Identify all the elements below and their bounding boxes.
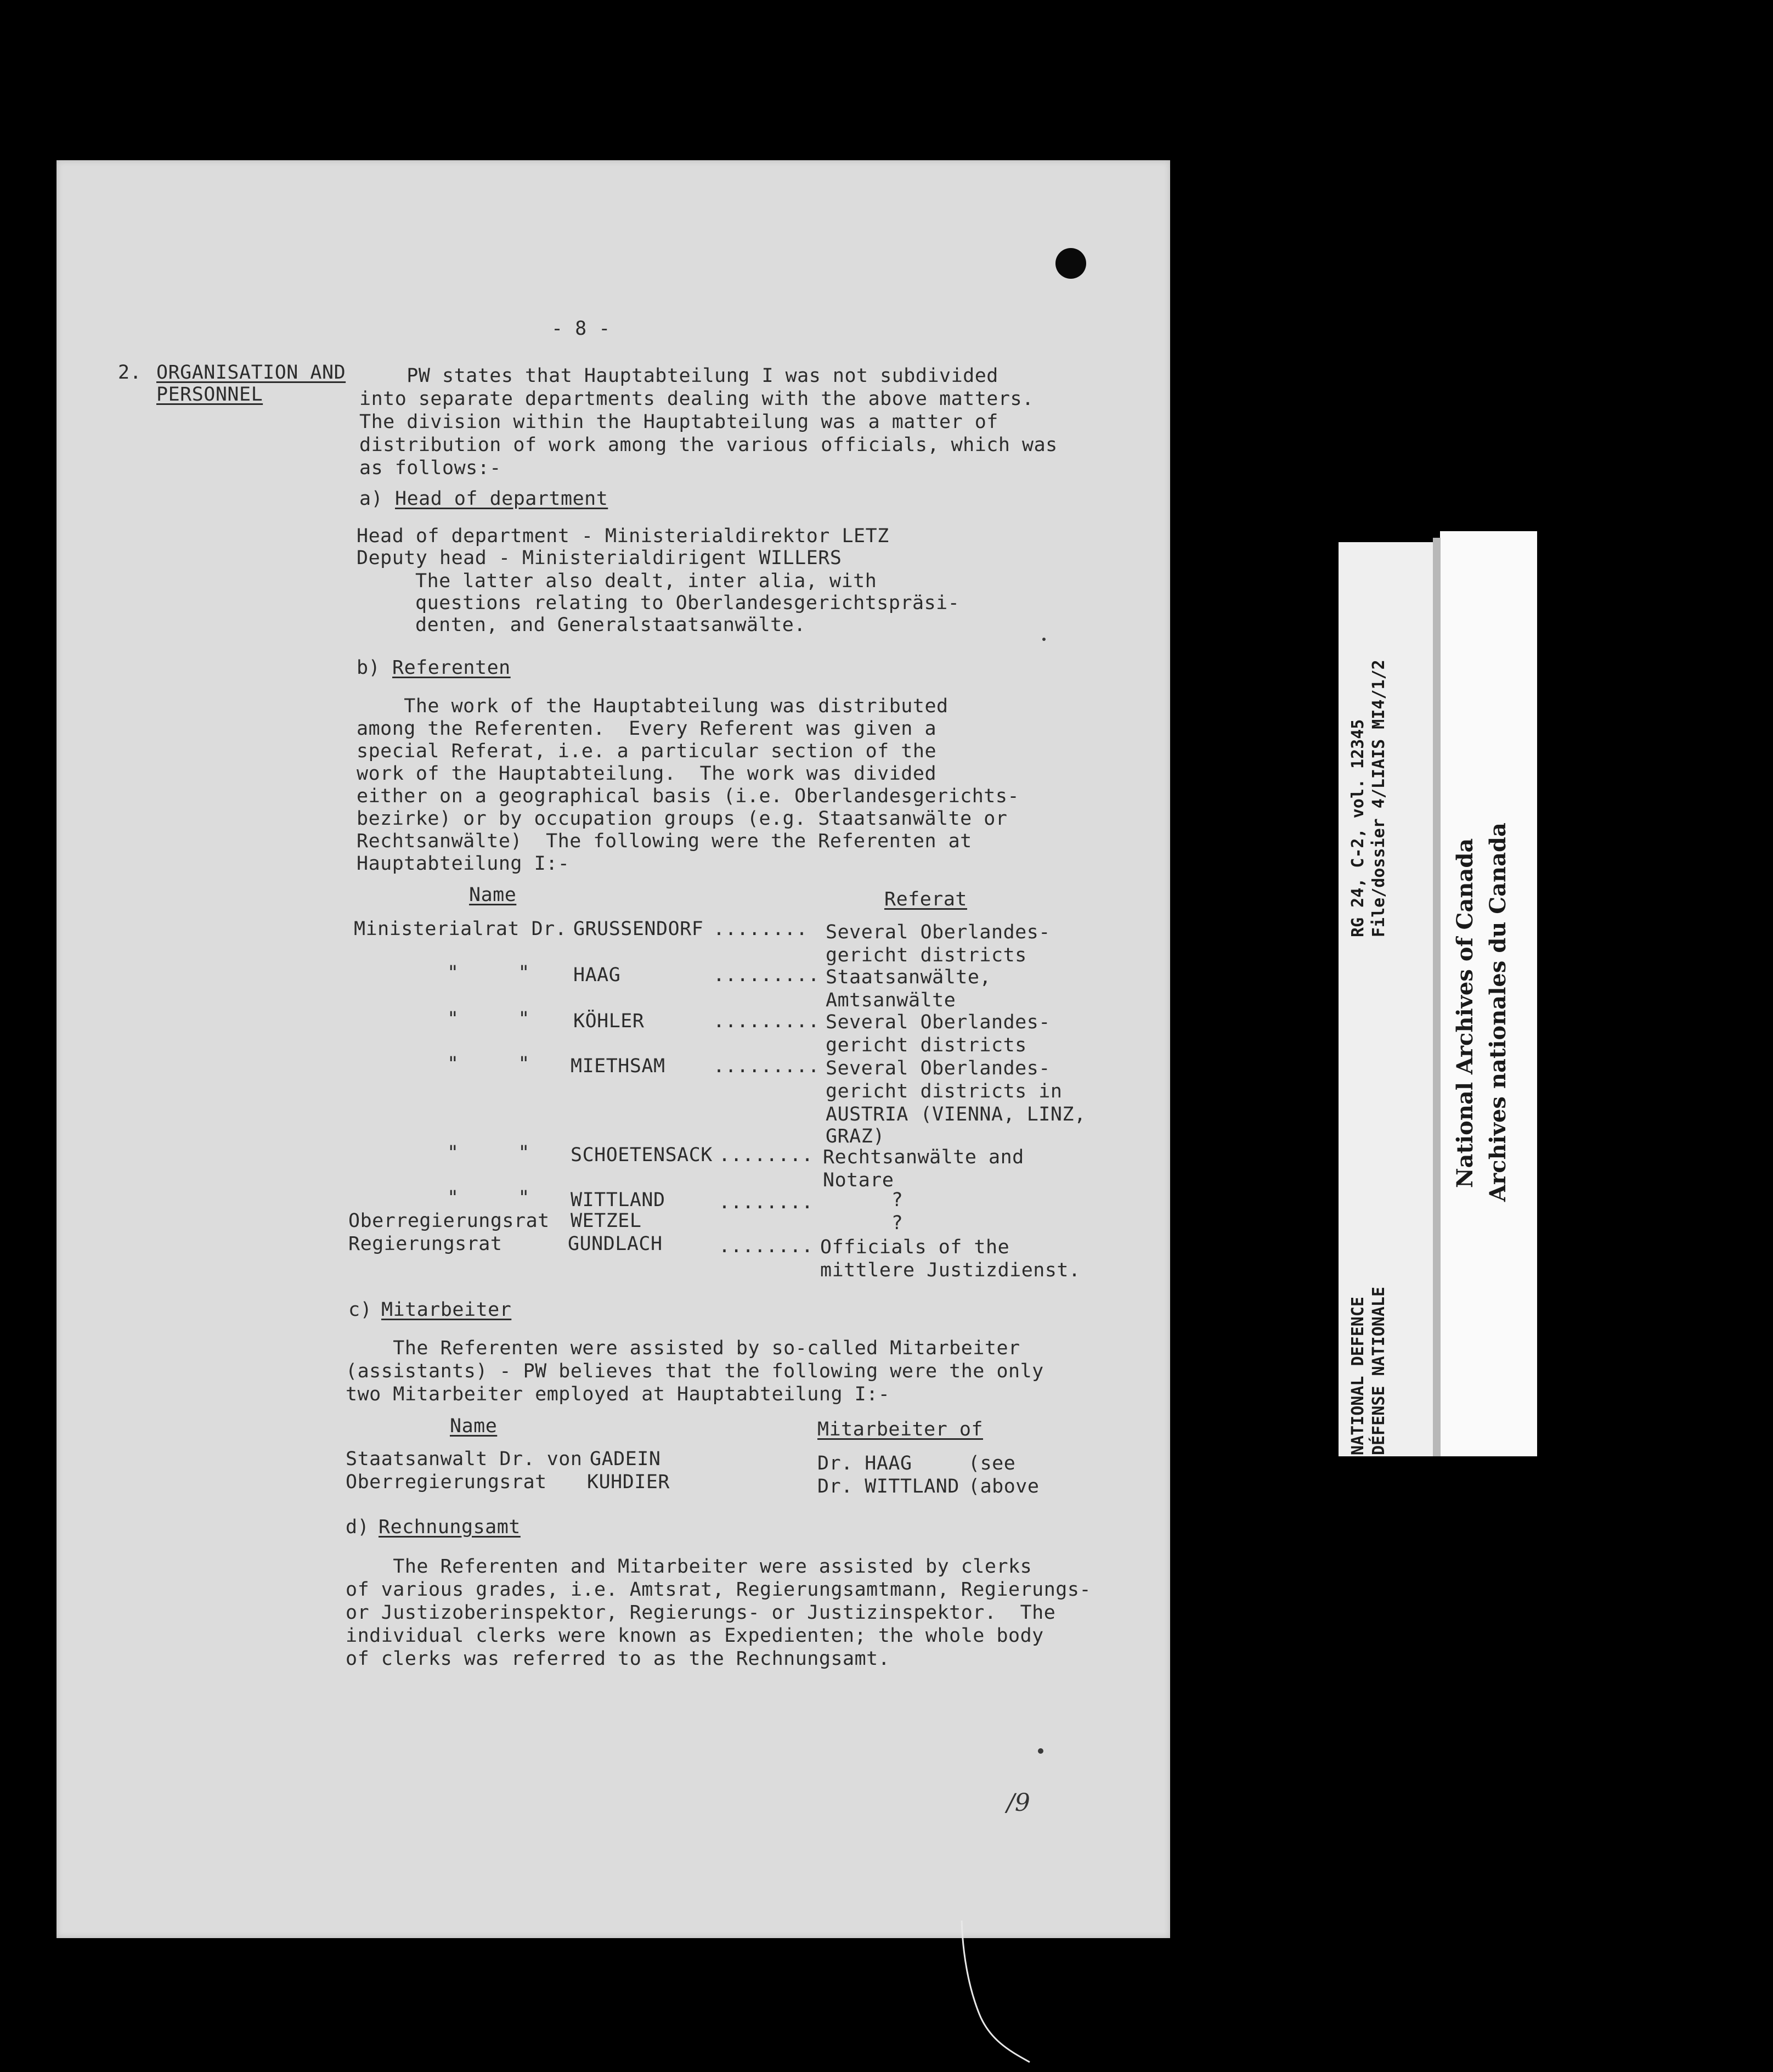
referent-referat: Rechtsanwälte and — [823, 1146, 1024, 1168]
referent-name: WITTLAND — [571, 1189, 665, 1211]
section-heading-line2: PERSONNEL — [156, 384, 263, 406]
referent-referat: ? — [856, 1189, 904, 1211]
department-line2: DÉFENSE NATIONALE — [1369, 1286, 1388, 1455]
archive-name-line2: Archives nationales du Canada — [1485, 823, 1511, 1202]
mitarbeiter-col-of: Mitarbeiter of — [817, 1418, 984, 1440]
rechnungsamt-line: The Referenten and Mitarbeiter were assisted by clerks — [346, 1556, 1032, 1578]
referent-referat: Several Oberlandes- — [826, 921, 1051, 943]
intro-line: The division within the Hauptabteilung was a matter of — [359, 411, 998, 433]
referent-name: MIETHSAM — [571, 1055, 665, 1077]
mitarbeiter-name: KUHDIER — [587, 1471, 670, 1493]
referent-referat: GRAZ) — [826, 1125, 885, 1147]
referent-name: WETZEL — [571, 1210, 642, 1232]
mitarbeiter-rank: Oberregierungsrat — [346, 1471, 547, 1493]
referenten-line: bezirke) or by occupation groups (e.g. Staatsanwälte or — [357, 808, 1008, 830]
referent-name: SCHOETENSACK — [571, 1144, 713, 1166]
referent-name: GRUSSENDORF — [573, 918, 704, 940]
head-line: Deputy head - Ministerialdirigent WILLERS — [357, 547, 842, 569]
referent-leader-dots: ........ — [719, 1191, 814, 1213]
referenten-line: Hauptabteilung I:- — [357, 853, 570, 875]
referent-referat: ? — [856, 1212, 904, 1234]
paper-speck — [1038, 1748, 1043, 1754]
referent-referat: Notare — [823, 1169, 894, 1191]
mitarbeiter-note: (above — [968, 1476, 1040, 1497]
subsection-a-label: a) — [359, 488, 395, 510]
referent-leader-dots: ......... — [713, 1055, 820, 1077]
subsection-a-title: Head of department — [395, 488, 608, 510]
referent-referat: gericht districts — [826, 1034, 1027, 1056]
head-line: Head of department - Ministerialdirektor LETZ — [357, 525, 889, 547]
referent-name: HAAG — [573, 964, 621, 986]
page-number: - 8 - — [551, 318, 611, 340]
referent-rank: Ministerialrat Dr. — [354, 918, 567, 940]
subsection-c-title: Mitarbeiter — [381, 1299, 512, 1321]
section-heading-line1: ORGANISATION AND — [156, 362, 346, 384]
intro-line: as follows:- — [359, 457, 501, 479]
referent-name: KÖHLER — [573, 1010, 645, 1032]
referent-rank: " " — [447, 1008, 530, 1030]
department-line1: NATIONAL DEFENCE — [1348, 1297, 1368, 1455]
referent-referat: Officials of the — [820, 1236, 1010, 1258]
intro-line: PW states that Hauptabteilung I was not subdivided — [359, 365, 998, 387]
referenten-col-name: Name — [469, 884, 517, 906]
referenten-line: among the Referenten. Every Referent was given a — [357, 718, 937, 740]
head-note-line: The latter also dealt, inter alia, with — [415, 570, 877, 592]
head-note-line: questions relating to Oberlandesgerichtspräsi- — [415, 592, 960, 614]
archive-reference-line1: RG 24, C-2, vol. 12345 — [1348, 719, 1368, 937]
section-number: 2. — [118, 362, 142, 384]
punch-hole — [1055, 248, 1086, 279]
referent-leader-dots: ........ — [719, 1235, 814, 1257]
referent-rank: " " — [447, 1053, 530, 1075]
referent-rank: " " — [447, 1142, 530, 1164]
mitarbeiter-note: (see — [968, 1452, 1016, 1474]
mitarbeiter-name: GADEIN — [590, 1448, 661, 1470]
archive-name-line1: National Archives of Canada — [1452, 838, 1478, 1188]
referent-leader-dots: ......... — [713, 964, 820, 986]
subsection-d-label: d) — [346, 1516, 381, 1538]
mitarbeiter-of: Dr. HAAG — [817, 1452, 912, 1474]
archive-reference-line2: File/dossier 4/LIAIS MI4/1/2 — [1369, 660, 1388, 937]
mitarbeiter-rank: Staatsanwalt Dr. von — [346, 1448, 583, 1470]
referent-rank: Oberregierungsrat — [348, 1210, 550, 1232]
mitarbeiter-line: two Mitarbeiter employed at Hauptabteilung I:- — [346, 1383, 890, 1405]
intro-line: distribution of work among the various officials, which was — [359, 434, 1058, 456]
head-note-line: denten, and Generalstaatsanwälte. — [415, 614, 806, 636]
referent-referat: Several Oberlandes- — [826, 1057, 1051, 1079]
mitarbeiter-of: Dr. WITTLAND — [817, 1476, 959, 1497]
referenten-line: work of the Hauptabteilung. The work was divided — [357, 763, 937, 785]
archive-label-divider — [1433, 538, 1441, 1456]
referent-referat: gericht districts in — [826, 1080, 1063, 1102]
referenten-line: The work of the Hauptabteilung was distributed — [357, 695, 948, 717]
referent-referat: AUSTRIA (VIENNA, LINZ, — [826, 1103, 1086, 1125]
referent-leader-dots: ........ — [719, 1144, 814, 1166]
referenten-col-referat: Referat — [884, 888, 968, 910]
referenten-line: Rechtsanwälte) The following were the Referenten at — [357, 830, 972, 852]
mitarbeiter-col-name: Name — [450, 1415, 498, 1437]
referent-referat: mittlere Justizdienst. — [820, 1259, 1081, 1281]
intro-line: into separate departments dealing with the above matters. — [359, 388, 1034, 410]
rechnungsamt-line: of clerks was referred to as the Rechnungsamt. — [346, 1648, 890, 1670]
paper-speck — [1042, 638, 1046, 641]
referenten-line: special Referat, i.e. a particular section of the — [357, 740, 937, 762]
mitarbeiter-line: (assistants) - PW believes that the following were the only — [346, 1360, 1044, 1382]
referent-rank: " " — [447, 1187, 530, 1209]
subsection-b-title: Referenten — [392, 657, 511, 679]
referent-leader-dots: ........ — [713, 918, 808, 940]
referenten-line: either on a geographical basis (i.e. Oberlandesgerichts- — [357, 785, 1020, 807]
rechnungsamt-line: or Justizoberinspektor, Regierungs- or Justizinspektor. The — [346, 1602, 1056, 1624]
referent-rank: " " — [447, 962, 530, 984]
rechnungsamt-line: of various grades, i.e. Amtsrat, Regierungsamtmann, Regierungs- — [346, 1579, 1092, 1601]
referent-referat: Several Oberlandes- — [826, 1011, 1051, 1033]
subsection-b-label: b) — [357, 657, 392, 679]
referent-rank: Regierungsrat — [348, 1233, 502, 1255]
referent-referat: Staatsanwälte, — [826, 966, 992, 988]
film-scratch — [957, 1921, 1034, 2063]
referent-name: GUNDLACH — [568, 1233, 663, 1255]
referent-referat: gericht districts — [826, 944, 1027, 966]
referent-referat: Amtsanwälte — [826, 989, 956, 1011]
subsection-c-label: c) — [348, 1299, 384, 1321]
mitarbeiter-line: The Referenten were assisted by so-called Mitarbeiter — [346, 1337, 1020, 1359]
subsection-d-title: Rechnungsamt — [379, 1516, 521, 1538]
rechnungsamt-line: individual clerks were known as Expedienten; the whole body — [346, 1625, 1044, 1647]
referent-leader-dots: ......... — [713, 1010, 820, 1032]
handwritten-folio-number: /9 — [1007, 1789, 1030, 1817]
